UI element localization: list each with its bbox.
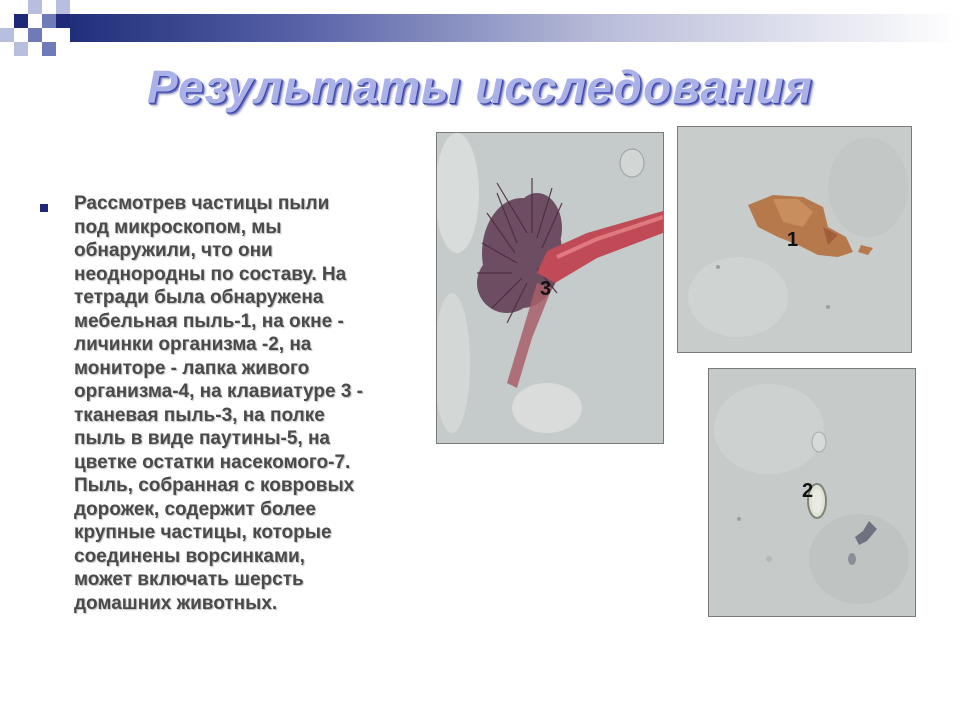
- photo-label-1: 1: [787, 229, 799, 251]
- decor-square: [56, 14, 70, 28]
- top-decor-band: [70, 14, 960, 42]
- body-text: Рассмотрев частицы пыли под микроскопом, мы обнаружили, что они неоднородны по составу. На тетради была обнаружена мебельная пыль-1, на окне - личинки организма -2, на мониторе - лапка живого организма-4, на клавиатуре 3 - тканевая пыль-3, на полке пыль в виде паутины-5, на цветке остатки насекомого-7. Пыль, собранная с ковровых дорожек, содержит более крупные частицы, которые соединены ворсинками, может включать шерсть домашних животных.: [74, 193, 363, 614]
- decor-square: [42, 14, 56, 28]
- decor-square: [14, 14, 28, 28]
- decor-square: [0, 28, 14, 42]
- decor-square: [14, 42, 28, 56]
- decor-square: [28, 28, 42, 42]
- photo-label-2: 2: [802, 480, 814, 502]
- decor-square: [28, 0, 42, 14]
- decor-square: [42, 42, 56, 56]
- decor-square: [56, 0, 70, 14]
- bullet-marker: [40, 204, 48, 212]
- slide-title: Результаты исследования: [147, 61, 813, 113]
- photo-label-3: 3: [540, 278, 552, 300]
